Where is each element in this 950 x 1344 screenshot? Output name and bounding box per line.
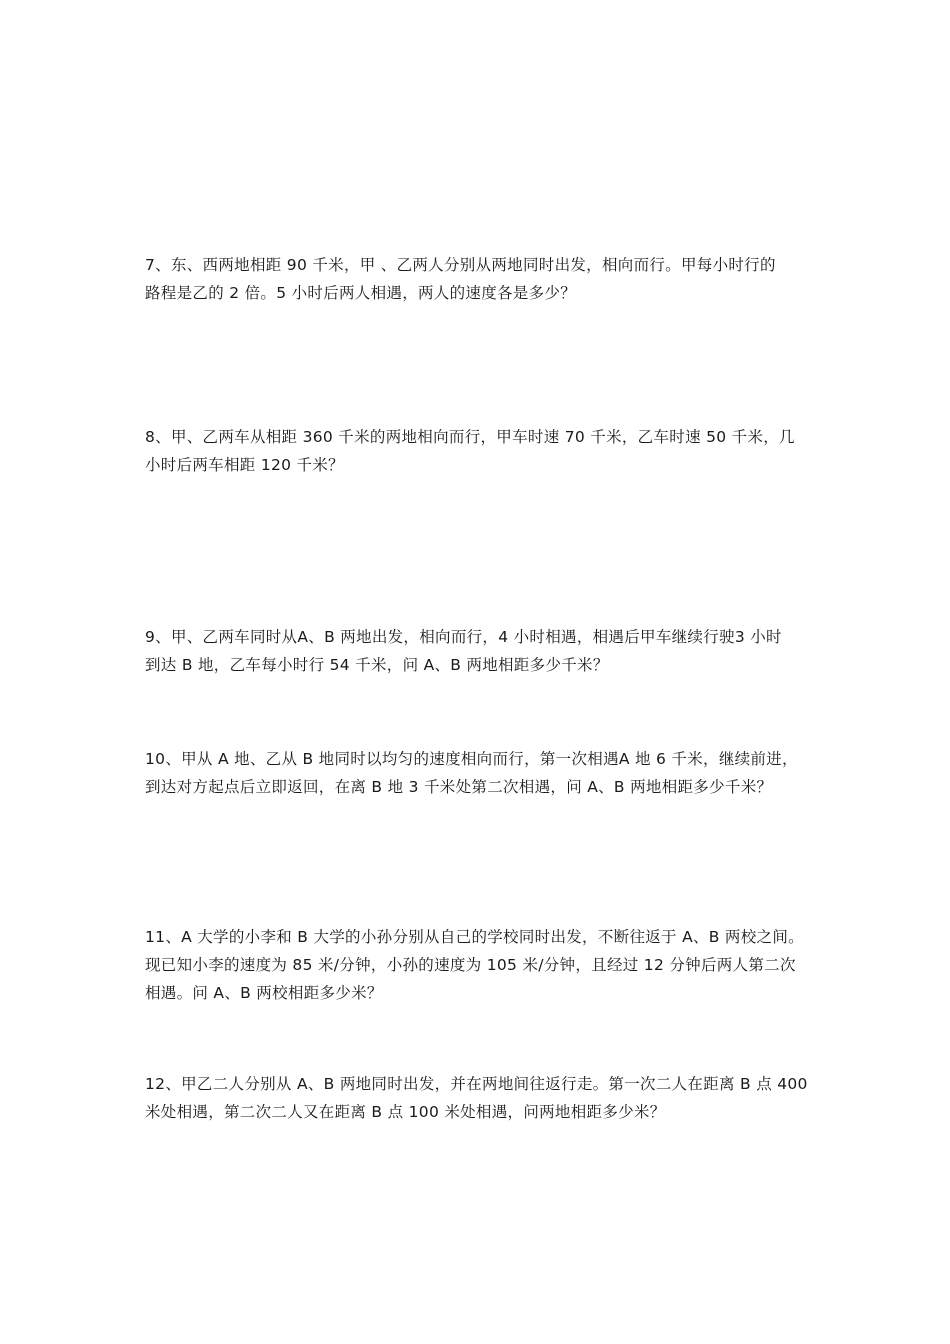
- problem-line: 路程是乙的 2 倍。5 小时后两人相遇，两人的速度各是多少？: [145, 284, 577, 302]
- problem-line: 8、甲、乙两车从相距 360 千米的两地相向而行，甲车时速 70 千米，乙车时速 50 千米，几: [145, 428, 795, 446]
- problem-9: [145, 623, 813, 679]
- problem-line: 7、东、西两地相距 90 千米，甲 、乙两人分别从两地同时出发，相向而行。甲每小时行的: [145, 256, 776, 274]
- problem-12: [145, 1070, 813, 1126]
- problem-10: [145, 745, 813, 801]
- problem-line: 相遇。问 A、B 两校相距多少米？: [145, 984, 383, 1002]
- problem-line: 米处相遇，第二次二人又在距离 B 点 100 米处相遇，问两地相距多少米？: [145, 1103, 666, 1121]
- problem-line: 到达对方起点后立即返回，在离 B 地 3 千米处第二次相遇，问 A、B 两地相距多少千米？: [145, 778, 773, 796]
- problem-line: 到达 B 地，乙车每小时行 54 千米，问 A、B 两地相距多少千米？: [145, 656, 609, 674]
- problem-line: 12、甲乙二人分别从 A、B 两地同时出发，并在两地间往返行走。第一次二人在距离 B 点 400: [145, 1075, 808, 1093]
- problem-line: 11、A 大学的小李和 B 大学的小孙分别从自己的学校同时出发，不断往返于 A、B 两校之间。: [145, 928, 804, 946]
- problem-8: [145, 423, 813, 479]
- problem-line: 10、甲从 A 地、乙从 B 地同时以均匀的速度相向而行，第一次相遇A 地 6 千米，继续前进，: [145, 750, 798, 768]
- problem-11: [145, 923, 813, 1007]
- problem-line: 9、甲、乙两车同时从A、B 两地出发，相向而行，4 小时相遇，相遇后甲车继续行驶3 小时: [145, 628, 782, 646]
- problem-line: 小时后两车相距 120 千米？: [145, 456, 344, 474]
- problem-line: 现已知小李的速度为 85 米/分钟，小孙的速度为 105 米/分钟，且经过 12 分钟后两人第二次: [145, 956, 796, 974]
- problem-7: [145, 251, 813, 307]
